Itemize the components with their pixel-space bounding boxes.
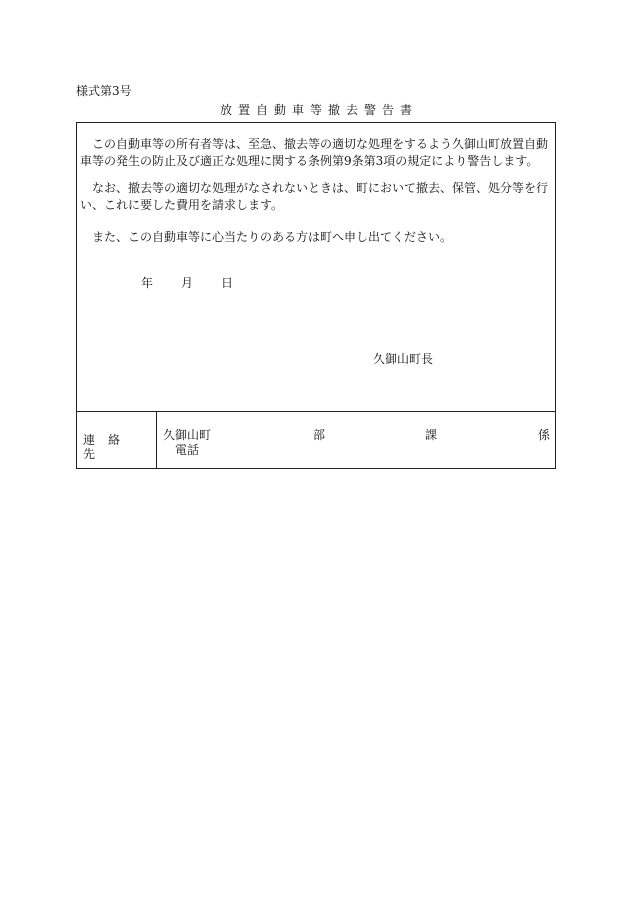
contact-staff-label: 係 — [538, 428, 551, 442]
form-number: 様式第3号 — [76, 84, 132, 98]
contact-town: 久御山町 — [163, 428, 212, 442]
warning-body-box — [76, 122, 556, 412]
date-line — [141, 276, 233, 290]
contact-phone-label: 電話 — [175, 443, 200, 457]
issuer-name: 久御山町長 — [373, 352, 434, 366]
warning-paragraph-1: この自動車等の所有者等は、至急、撤去等の適切な処理をするよう久御山町放置自動車等の発生の防止及び適正な処理に関する条例第9条第3項の規定により警告します。 — [80, 137, 549, 168]
contact-label-cell — [77, 412, 157, 468]
contact-box — [76, 411, 556, 469]
date-year-label: 年 — [141, 276, 154, 290]
warning-paragraph-2: なお、撤去等の適切な処理がなされないときは、町において撤去、保管、処分等を行い、これに要した費用を請求します。 — [80, 181, 549, 212]
document-title: 放置自動車等撤去警告書 — [219, 103, 418, 117]
date-month-label: 月 — [181, 276, 194, 290]
contact-label: 連絡先 — [83, 433, 134, 461]
date-day-label: 日 — [221, 276, 234, 290]
warning-paragraph-3: また、この自動車等に心当たりのある方は町へ申し出てください。 — [92, 230, 453, 244]
contact-section-label: 課 — [425, 428, 438, 442]
contact-department-label: 部 — [313, 428, 326, 442]
